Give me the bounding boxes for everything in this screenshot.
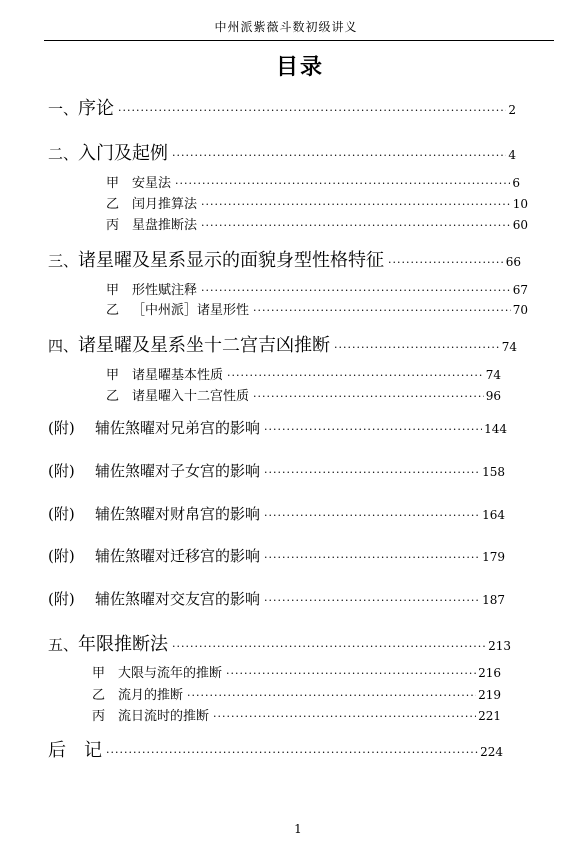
toc-entry-marker: 甲 [106, 176, 120, 191]
toc-entry [92, 684, 501, 703]
dot-leader [201, 198, 511, 211]
toc-entry-label: 后 记 [48, 740, 102, 761]
toc-entry [106, 364, 501, 383]
toc-page-number: 74 [501, 340, 517, 354]
page-number: 1 [294, 822, 302, 836]
dot-leader [175, 177, 510, 190]
toc-entry-label: 诸星曜及星系坐十二宫吉凶推断 [78, 335, 331, 356]
toc-entry-label: ［中州派］诸星形性 [132, 303, 250, 318]
toc-entry [48, 460, 505, 481]
toc-entry-title [106, 279, 197, 298]
running-header: 中州派紫薇斗数初级讲义 [214, 20, 358, 34]
toc-entry-title [92, 705, 209, 724]
toc-entry [48, 331, 517, 357]
toc-entry-marker: 甲 [106, 368, 120, 383]
toc-entry-label: 大限与流年的推断 [118, 666, 223, 681]
toc-entry-marker: 乙 [92, 688, 106, 703]
toc-entry-title [48, 460, 260, 481]
dot-leader [264, 466, 480, 479]
toc-entry [48, 503, 505, 524]
toc-entry-label: 闰月推算法 [132, 197, 198, 212]
toc-entry [106, 385, 501, 404]
toc-entry-label: 辅佐煞曜对财帛宫的影响 [95, 505, 261, 523]
toc-entry-marker: (附) [48, 547, 75, 565]
toc-entry-marker: (附) [48, 419, 75, 437]
toc-entry-title [48, 331, 330, 357]
toc-entry-title [48, 94, 114, 120]
toc-page-number: 67 [512, 283, 528, 297]
toc-entry-label: 序论 [78, 98, 115, 119]
toc-entry-title [48, 630, 168, 656]
toc-entry-title [106, 172, 171, 191]
toc-page-number: 70 [512, 303, 528, 317]
toc-entry-marker: (附) [48, 590, 75, 608]
dot-leader [227, 369, 484, 382]
toc-page-number: 4 [508, 148, 516, 162]
toc-entry [92, 662, 501, 681]
toc-page-number: 66 [505, 255, 521, 269]
toc-entry-marker: 乙 [106, 197, 120, 212]
toc-entry [48, 736, 503, 762]
toc-entry [48, 588, 505, 609]
toc-entry-title [106, 364, 223, 383]
toc-entry [106, 279, 528, 298]
toc-entry-title [92, 684, 183, 703]
toc-page-number: 6 [512, 176, 520, 190]
dot-leader [172, 149, 506, 162]
toc-entry [48, 417, 507, 438]
toc-entry-title [106, 193, 197, 212]
toc-page-number: 216 [478, 666, 501, 680]
dot-leader [264, 551, 480, 564]
toc-entry-title [48, 588, 260, 609]
toc-entry [48, 630, 511, 656]
toc-page-number: 164 [482, 508, 505, 522]
dot-leader [334, 341, 500, 354]
dot-leader [264, 594, 480, 607]
toc-entry-marker: (附) [48, 505, 75, 523]
dot-leader [253, 304, 511, 317]
toc-page-number: 74 [485, 368, 501, 382]
dot-leader [226, 667, 476, 680]
toc-page-number: 219 [478, 688, 501, 702]
toc-entry-marker: 丙 [106, 218, 120, 233]
toc-section-number: 一、 [48, 100, 79, 118]
toc-section-number: 二、 [48, 145, 79, 163]
toc-entry [106, 299, 528, 318]
toc-entry-label: 形性赋注释 [132, 283, 198, 298]
toc-entry-title [48, 139, 168, 165]
toc-entry [106, 214, 528, 233]
toc-entry [48, 545, 505, 566]
toc-entry-marker: (附) [48, 462, 75, 480]
toc-entry-title [48, 736, 102, 762]
toc-entry-title [48, 503, 260, 524]
toc-page-number: 144 [484, 422, 507, 436]
header-rule [44, 40, 554, 41]
toc-entry-label: 辅佐煞曜对兄弟宫的影响 [95, 419, 261, 437]
dot-leader [264, 423, 482, 436]
toc-section-number: 三、 [48, 252, 79, 270]
toc-entry-label: 流日流时的推断 [118, 709, 210, 724]
dot-leader [201, 284, 511, 297]
toc-page-number: 10 [512, 197, 528, 211]
toc-entry-title [48, 545, 260, 566]
toc-page-number: 213 [488, 639, 511, 653]
toc-entry-label: 辅佐煞曜对子女宫的影响 [95, 462, 261, 480]
dot-leader [187, 689, 476, 702]
toc-entry-title [106, 299, 249, 318]
dot-leader [253, 390, 484, 403]
toc-entry [48, 246, 521, 272]
toc-entry-label: 辅佐煞曜对交友宫的影响 [95, 590, 261, 608]
toc-entry-label: 诸星曜及星系显示的面貌身型性格特征 [78, 250, 385, 271]
toc-entry-marker: 丙 [92, 709, 106, 724]
toc-entry [48, 139, 516, 165]
toc-entry-marker: 乙 [106, 303, 120, 318]
toc-page-number: 2 [508, 103, 516, 117]
dot-leader [213, 710, 476, 723]
dot-leader [172, 640, 486, 653]
toc-entry-label: 年限推断法 [78, 634, 169, 655]
toc-page-number: 179 [482, 550, 505, 564]
toc-entry-marker: 乙 [106, 389, 120, 404]
toc-page-number: 96 [485, 389, 501, 403]
toc-section-number: 四、 [48, 337, 79, 355]
toc-title: 目录 [275, 54, 324, 80]
toc-entry [92, 705, 501, 724]
toc-page-number: 60 [512, 218, 528, 232]
toc-page-number: 221 [478, 709, 501, 723]
dot-leader [106, 746, 478, 759]
toc-page-number: 224 [480, 745, 503, 759]
toc-entry-label: 星盘推断法 [132, 218, 198, 233]
toc-entry-title [48, 246, 384, 272]
toc-page-number: 158 [482, 465, 505, 479]
toc-entry-marker: 甲 [92, 666, 106, 681]
toc-entry-label: 诸星曜基本性质 [132, 368, 224, 383]
dot-leader [201, 219, 511, 232]
toc-entry-label: 诸星曜入十二宫性质 [132, 389, 250, 404]
toc-entry-title [106, 385, 249, 404]
dot-leader [118, 104, 506, 117]
toc-entry [48, 94, 516, 120]
toc-section-number: 五、 [48, 636, 79, 654]
dot-leader [388, 256, 504, 269]
toc-entry-label: 流月的推断 [118, 688, 184, 703]
toc-entry [106, 193, 528, 212]
toc-entry-label: 入门及起例 [78, 143, 169, 164]
toc-page-number: 187 [482, 593, 505, 607]
toc-entry [106, 172, 520, 191]
dot-leader [264, 509, 480, 522]
toc-entry-title [48, 417, 260, 438]
toc-entry-title [92, 662, 222, 681]
toc-entry-marker: 甲 [106, 283, 120, 298]
toc-entry-label: 辅佐煞曜对迁移宫的影响 [95, 547, 261, 565]
toc-entry-label: 安星法 [132, 176, 172, 191]
toc-entry-title [106, 214, 197, 233]
